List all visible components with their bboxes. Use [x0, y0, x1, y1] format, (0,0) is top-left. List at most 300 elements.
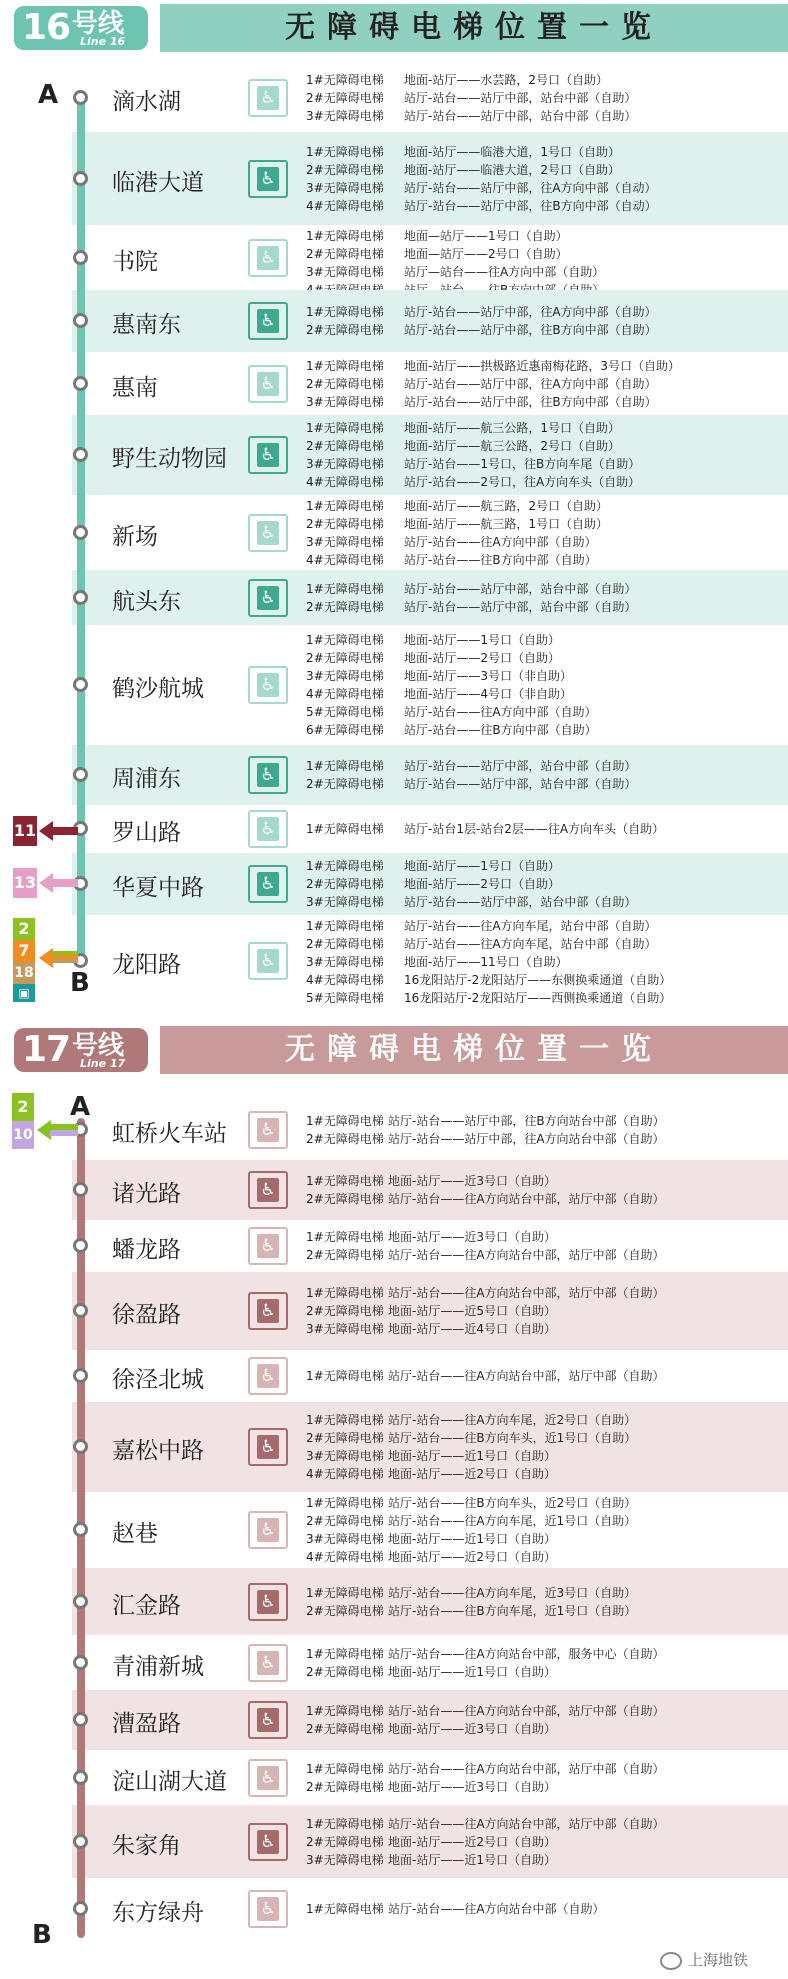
elevator-number: 5#无障碍电梯 — [306, 991, 384, 1005]
elevator-number: 1#无障碍电梯 — [306, 822, 384, 836]
elevator-number: 2#无障碍电梯 — [306, 1514, 384, 1528]
elevator-number: 2#无障碍电梯 — [306, 1304, 384, 1318]
station-name: 野生动物园 — [112, 446, 227, 472]
elevator-location: 站厅-站台——2号口，往A方向车头（自助） — [404, 475, 641, 489]
transfer-arrow-13 — [39, 873, 53, 893]
station-dot — [73, 1655, 88, 1670]
station-row — [72, 132, 788, 225]
accessible-elevator-icon — [248, 810, 288, 848]
elevator-location: 站厅-站台1层-站台2层——往A方向车头（自助） — [404, 822, 665, 836]
elevator-number: 1#无障碍电梯 — [306, 759, 384, 773]
line17-badge — [14, 1028, 148, 1072]
station-row — [72, 1272, 788, 1350]
accessible-elevator-icon — [248, 1111, 288, 1149]
elevator-number: 1#无障碍电梯 — [306, 1369, 384, 1383]
elevator-number: 2#无障碍电梯 — [306, 1779, 384, 1794]
station-row — [72, 1160, 788, 1220]
accessible-elevator-icon — [248, 160, 288, 198]
wechat-icon — [660, 1952, 682, 1970]
accessible-elevator-icon — [248, 1171, 288, 1209]
elevator-number: 2#无障碍电梯 — [306, 247, 384, 261]
station-row — [72, 1568, 788, 1635]
elevator-number: 2#无障碍电梯 — [306, 651, 384, 665]
accessible-elevator-icon — [248, 1292, 288, 1330]
wheelchair-icon: ♿ — [257, 817, 279, 841]
station-name: 临港大道 — [112, 169, 204, 196]
station-dot — [73, 1439, 88, 1454]
line16-end-b: B — [70, 968, 90, 998]
elevator-location: 地面-站厅——水芸路，2号口（自助） — [404, 73, 608, 87]
elevator-location: 16龙阳站厅-2龙阳站厅——东侧换乘通道（自助） — [404, 973, 672, 987]
wheelchair-icon: ♿ — [257, 309, 279, 333]
elevator-location: 站厅-站台——1号口，往B方向车尾（自助） — [404, 457, 641, 471]
accessible-elevator-icon — [248, 865, 288, 903]
accessible-elevator-icon — [248, 514, 288, 552]
elevator-number: 2#无障碍电梯 — [306, 439, 384, 453]
elevator-number: 2#无障碍电梯 — [306, 1248, 384, 1262]
station-name: 徐泾北城 — [112, 1367, 204, 1393]
line17-sub: Line 17 — [80, 1057, 126, 1070]
elevator-number: 4#无障碍电梯 — [306, 553, 384, 567]
line16-number: 16 — [22, 7, 71, 48]
accessible-elevator-icon — [248, 666, 288, 704]
station-row — [72, 225, 788, 290]
line17-end-b: B — [32, 1920, 52, 1950]
elevator-location: 站厅-站台——往A方向车尾，站台中部（自助） — [404, 937, 657, 951]
station-name: 东方绿舟 — [112, 1900, 204, 1926]
wheelchair-icon: ♿ — [257, 1178, 279, 1202]
wheelchair-icon: ♿ — [257, 1708, 279, 1732]
station-name: 华夏中路 — [112, 875, 204, 901]
elevator-number: 3#无障碍电梯 — [306, 1322, 384, 1336]
elevator-number: 1#无障碍电梯 — [306, 229, 384, 243]
wheelchair-icon: ♿ — [257, 443, 279, 467]
wheelchair-icon: ♿ — [257, 1897, 279, 1921]
elevator-location: 站厅-站台——站厅中部，站台中部（自助） — [404, 777, 637, 791]
accessible-elevator-icon — [248, 1701, 288, 1739]
elevator-location: 地面-站厅——近2号口（自助） — [388, 1467, 556, 1481]
station-name: 虹桥火车站 — [112, 1121, 227, 1147]
elevator-location: 地面-站厅——拱极路近惠南梅花路，3号口（自助） — [404, 358, 680, 373]
station-dot — [73, 1594, 88, 1609]
accessible-elevator-icon — [248, 436, 288, 474]
transfer-line-2: 2 — [13, 918, 35, 940]
elevator-location: 地面-站厅——临港大道，2号口（自助） — [404, 162, 620, 177]
accessible-elevator-icon — [248, 1357, 288, 1395]
station-dot — [73, 1712, 88, 1727]
elevator-location: 站厅-站台——往A方向站台中部，站厅中部（自助） — [388, 1286, 665, 1300]
accessible-elevator-icon — [248, 1823, 288, 1861]
elevator-location: 站厅-站台——往B方向车尾，近1号口（自助） — [388, 1603, 637, 1618]
elevator-location: 地面-站厅——近4号口（自助） — [388, 1322, 556, 1336]
footer-text: 上海地铁 — [687, 1951, 748, 1969]
elevator-number: 2#无障碍电梯 — [306, 877, 384, 891]
elevator-location: 地面-站厅——2号口（自助） — [404, 877, 560, 891]
elevator-number: 3#无障碍电梯 — [306, 669, 384, 683]
station-name: 鹤沙航城 — [112, 676, 204, 702]
elevator-location: 站厅-站台——站厅中部，站台中部（自助） — [404, 895, 637, 909]
station-name: 罗山路 — [112, 820, 181, 846]
wheelchair-icon: ♿ — [257, 763, 279, 787]
station-dot — [73, 590, 88, 605]
elevator-location: 地面-站厅——2号口（自助） — [404, 651, 560, 665]
transfer-arrow-10-shaft — [50, 1130, 78, 1136]
accessible-elevator-icon — [248, 942, 288, 980]
station-name: 漕盈路 — [112, 1711, 181, 1737]
elevator-number: 3#无障碍电梯 — [306, 1532, 384, 1546]
transfer-arrow-13-shaft — [52, 879, 78, 887]
elevator-location: 站厅-站台——往B方向车头，近1号口（自助） — [388, 1431, 637, 1445]
line16-hao: 号线 — [72, 9, 125, 39]
elevator-number: 4#无障碍电梯 — [306, 1467, 384, 1481]
elevator-location: 站厅-站台——往A方向站台中部，站厅中部（自助） — [388, 1816, 665, 1831]
elevator-location: 站厅-站台——往A方向站台中部，站厅中部（自助） — [388, 1369, 665, 1383]
elevator-location: 站厅-站台——站厅中部，往A方向中部（自助） — [404, 305, 657, 319]
elevator-location: 站厅-站台——往A方向中部（自助） — [404, 535, 597, 549]
station-name: 赵巷 — [112, 1521, 158, 1547]
accessible-elevator-icon — [248, 1511, 288, 1549]
elevator-location: 站厅-站台——往A方向车尾，近1号口（自助） — [388, 1514, 637, 1528]
transfer-arrow-2-7-18 — [39, 948, 53, 968]
transfer-line-2-l17: 2 — [12, 1093, 34, 1121]
station-dot — [73, 90, 88, 105]
elevator-number: 4#无障碍电梯 — [306, 198, 384, 213]
elevator-number: 3#无障碍电梯 — [306, 265, 384, 279]
line16-end-a: A — [38, 80, 59, 110]
wheelchair-icon: ♿ — [257, 949, 279, 973]
elevator-number: 2#无障碍电梯 — [306, 1603, 384, 1618]
elevator-location: 站厅-站台——站厅中部，往B方向站台中部（自助） — [388, 1114, 665, 1128]
station-dot — [73, 376, 88, 391]
elevator-number: 2#无障碍电梯 — [306, 1834, 384, 1849]
elevator-number: 2#无障碍电梯 — [306, 777, 384, 791]
elevator-number: 1#无障碍电梯 — [306, 859, 384, 873]
elevator-location: 站厅-站台——站厅中部，往A方向中部（自助） — [404, 376, 657, 391]
station-dot — [73, 313, 88, 328]
elevator-location: 站厅-站台——往A方向站台中部（自助） — [388, 1902, 605, 1916]
elevator-location: 地面-站厅——4号口（非自助） — [404, 687, 572, 701]
station-row — [72, 915, 788, 1007]
accessible-elevator-icon — [248, 756, 288, 794]
station-name: 青浦新城 — [112, 1653, 204, 1680]
station-row — [72, 625, 788, 745]
station-name: 周浦东 — [112, 766, 181, 792]
wheelchair-icon: ♿ — [257, 586, 279, 610]
transfer-line-11: 11 — [13, 816, 37, 846]
elevator-number: 1#无障碍电梯 — [306, 1585, 384, 1600]
elevator-location: 站厅-站台——往A方向站台中部，服务中心（自助） — [388, 1646, 665, 1661]
elevator-number: 2#无障碍电梯 — [306, 1192, 384, 1206]
elevator-location: 地面-站厅——11号口（自助） — [404, 955, 568, 969]
elevator-number: 1#无障碍电梯 — [306, 1230, 384, 1244]
elevator-location: 地面-站厅——近3号口（自助） — [388, 1230, 556, 1244]
transfer-line-18: 18 — [13, 962, 35, 984]
station-dot — [73, 1238, 88, 1253]
elevator-number: 1#无障碍电梯 — [306, 1761, 384, 1776]
elevator-number: 1#无障碍电梯 — [306, 581, 384, 596]
elevator-number: 3#无障碍电梯 — [306, 394, 384, 409]
station-dot — [73, 1834, 88, 1849]
wheelchair-icon: ♿ — [257, 1234, 279, 1258]
elevator-location: 地面-站厅——航三路，2号口（自助） — [404, 499, 608, 513]
elevator-number: 2#无障碍电梯 — [306, 599, 384, 614]
accessible-elevator-icon — [248, 79, 288, 117]
elevator-location: 站厅-站台——往A方向车尾，近3号口（自助） — [388, 1585, 637, 1600]
station-name: 徐盈路 — [112, 1302, 181, 1328]
elevator-location: 站厅-站台——往B方向车头，近2号口（自助） — [388, 1496, 637, 1510]
elevator-number: 3#无障碍电梯 — [306, 109, 384, 123]
elevator-location: 站厅-站台——往A方向站台中部，站厅中部（自助） — [388, 1761, 665, 1776]
elevator-number: 1#无障碍电梯 — [306, 305, 384, 319]
elevator-location: 16龙阳站厅-2龙阳站厅——西侧换乘通道（自助） — [404, 991, 672, 1005]
wheelchair-icon: ♿ — [257, 1830, 279, 1854]
elevator-location: 站厅-站台——站厅中部，站台中部（自助） — [404, 91, 637, 105]
elevator-number: 3#无障碍电梯 — [306, 180, 384, 195]
elevator-number: 4#无障碍电梯 — [306, 973, 384, 987]
station-dot — [73, 525, 88, 540]
elevator-location: 地面-站厅——近1号口（自助） — [388, 1449, 556, 1463]
elevator-number: 1#无障碍电梯 — [306, 1816, 384, 1831]
elevator-location: 站厅—站台——往A方向中部（自助） — [404, 265, 605, 279]
elevator-number: 1#无障碍电梯 — [306, 1114, 384, 1128]
elevator-number: 1#无障碍电梯 — [306, 1646, 384, 1661]
station-row — [72, 352, 788, 415]
accessible-elevator-icon — [248, 1644, 288, 1682]
elevator-location: 地面-站厅——临港大道，1号口（自助） — [404, 144, 620, 159]
wheelchair-icon: ♿ — [257, 1118, 279, 1142]
station-name: 惠南东 — [112, 312, 181, 338]
transfer-arrow-11-shaft — [52, 827, 78, 835]
elevator-location: 地面—站厅——1号口（自助） — [404, 229, 568, 243]
elevator-number: 5#无障碍电梯 — [306, 705, 384, 719]
elevator-location: 站厅-站台——站厅中部，站台中部（自助） — [404, 109, 637, 123]
line17-hao: 号线 — [72, 1031, 125, 1061]
elevator-number: 1#无障碍电梯 — [306, 1496, 384, 1510]
elevator-location: 站厅-站台——往A方向站台中部，站厅中部（自助） — [388, 1248, 665, 1262]
elevator-number: 1#无障碍电梯 — [306, 919, 384, 933]
elevator-number: 2#无障碍电梯 — [306, 1722, 384, 1736]
elevator-number: 1#无障碍电梯 — [306, 73, 384, 87]
elevator-location: 地面-站厅——近1号口（自助） — [388, 1664, 556, 1679]
wheelchair-icon: ♿ — [257, 372, 279, 396]
elevator-number: 2#无障碍电梯 — [306, 1664, 384, 1679]
elevator-number: 1#无障碍电梯 — [306, 358, 384, 373]
station-name: 惠南 — [112, 374, 158, 401]
elevator-number: 3#无障碍电梯 — [306, 1449, 384, 1463]
elevator-location: 地面—站厅——2号口（自助） — [404, 247, 568, 261]
elevator-number: 2#无障碍电梯 — [306, 323, 384, 337]
station-name: 书院 — [112, 248, 158, 275]
line16-title: 无障碍电梯位置一览 — [160, 4, 788, 52]
elevator-number: 4#无障碍电梯 — [306, 475, 384, 489]
accessible-elevator-icon — [248, 579, 288, 617]
elevator-number: 6#无障碍电梯 — [306, 723, 384, 737]
station-dot — [73, 447, 88, 462]
wheelchair-icon: ♿ — [257, 1435, 279, 1459]
station-dot — [73, 1182, 88, 1197]
line16-sub: Line 16 — [80, 35, 126, 48]
elevator-location: 地面-站厅——航三公路，1号口（自助） — [404, 421, 620, 435]
station-dot — [73, 1368, 88, 1383]
accessible-elevator-icon — [248, 1890, 288, 1928]
station-dot — [73, 171, 88, 186]
elevator-location: 站厅-站台——站厅中部，往A方向站台中部（自助） — [388, 1132, 665, 1146]
station-row — [72, 1402, 788, 1492]
accessible-elevator-icon — [248, 302, 288, 340]
elevator-location: 站厅-站台——站厅中部，站台中部（自助） — [404, 599, 637, 614]
elevator-location: 站厅-站台——站厅中部，往B方向中部（自助） — [404, 394, 657, 409]
station-row — [72, 1690, 788, 1750]
elevator-number: 1#无障碍电梯 — [306, 144, 384, 159]
accessible-elevator-icon — [248, 1227, 288, 1265]
elevator-location: 地面-站厅——近3号口（自助） — [388, 1174, 556, 1188]
elevator-number: 2#无障碍电梯 — [306, 1431, 384, 1445]
station-row — [72, 290, 788, 352]
wheelchair-icon: ♿ — [257, 1364, 279, 1388]
elevator-number: 2#无障碍电梯 — [306, 91, 384, 105]
transfer-arrow-2-10 — [37, 1120, 51, 1140]
elevator-number: 3#无障碍电梯 — [306, 535, 384, 549]
elevator-location: 地面-站厅——近5号口（自助） — [388, 1304, 556, 1318]
station-dot — [73, 1901, 88, 1916]
elevator-number: 2#无障碍电梯 — [306, 517, 384, 531]
elevator-location: 站厅-站台——站厅中部，站台中部（自助） — [404, 581, 637, 596]
wheelchair-icon: ♿ — [257, 1299, 279, 1323]
elevator-location: 地面-站厅——航三路，1号口（自助） — [404, 517, 608, 531]
accessible-elevator-icon — [248, 1583, 288, 1621]
transfer-line-7: 7 — [13, 940, 35, 962]
station-name: 龙阳路 — [112, 952, 181, 978]
station-row — [72, 1750, 788, 1805]
elevator-number: 2#无障碍电梯 — [306, 376, 384, 391]
elevator-location: 地面-站厅——近2号口（自助） — [388, 1550, 556, 1564]
elevator-number: 3#无障碍电梯 — [306, 955, 384, 969]
station-row — [72, 1492, 788, 1568]
elevator-location: 地面-站厅——近1号口（自助） — [388, 1852, 556, 1867]
accessible-elevator-icon — [248, 1759, 288, 1797]
elevator-location: 地面-站厅——1号口（自助） — [404, 859, 560, 873]
elevator-location: 站厅-站台——往A方向站台中部，站厅中部（自助） — [388, 1192, 665, 1206]
station-row — [72, 1100, 788, 1160]
station-name: 朱家角 — [112, 1832, 181, 1859]
wheelchair-icon: ♿ — [257, 1651, 279, 1675]
footer-brand — [660, 1949, 748, 1970]
elevator-location: 站厅-站台——往A方向车尾，近2号口（自助） — [388, 1413, 637, 1427]
station-row — [72, 805, 788, 853]
accessible-elevator-icon — [248, 239, 288, 277]
elevator-number: 3#无障碍电梯 — [306, 1852, 384, 1867]
elevator-number: 3#无障碍电梯 — [306, 895, 384, 909]
line17-title: 无障碍电梯位置一览 — [160, 1026, 788, 1074]
wheelchair-icon: ♿ — [257, 167, 279, 191]
elevator-location: 地面-站厅——航三公路，2号口（自助） — [404, 439, 620, 453]
line17-number: 17 — [22, 1029, 71, 1070]
transfer-arrow-shaft-c — [52, 959, 78, 963]
wheelchair-icon: ♿ — [257, 872, 279, 896]
line16-badge — [14, 6, 148, 50]
station-name: 航头东 — [112, 588, 181, 615]
elevator-location: 站厅-站台——往A方向车尾，站台中部（自助） — [404, 919, 657, 933]
elevator-number: 1#无障碍电梯 — [306, 1286, 384, 1300]
wheelchair-icon: ♿ — [257, 1590, 279, 1614]
elevator-location: 地面-站厅——3号口（非自助） — [404, 669, 572, 683]
station-name: 新场 — [112, 523, 158, 550]
elevator-number: 4#无障碍电梯 — [306, 1550, 384, 1564]
transfer-arrow-11 — [39, 821, 53, 841]
wheelchair-icon: ♿ — [257, 246, 279, 270]
station-name: 嘉松中路 — [112, 1438, 204, 1464]
elevator-location: 站厅-站台——往A方向中部（自助） — [404, 705, 597, 719]
station-row — [72, 1805, 788, 1878]
station-row — [72, 415, 788, 495]
elevator-number: 1#无障碍电梯 — [306, 1902, 384, 1916]
wheelchair-icon: ♿ — [257, 86, 279, 110]
station-dot — [73, 677, 88, 692]
station-dot — [73, 1770, 88, 1785]
elevator-number: 1#无障碍电梯 — [306, 499, 384, 513]
elevator-number: 1#无障碍电梯 — [306, 1413, 384, 1427]
transfer-line-13: 13 — [13, 868, 37, 898]
station-row — [72, 495, 788, 570]
station-name: 淀山湖大道 — [112, 1768, 227, 1795]
station-row — [72, 570, 788, 625]
wheelchair-icon: ♿ — [257, 673, 279, 697]
elevator-number: 2#无障碍电梯 — [306, 1132, 384, 1146]
station-dot — [73, 1522, 88, 1537]
maglev-icon: ▣ — [13, 984, 35, 1002]
accessible-elevator-icon — [248, 365, 288, 403]
elevator-location: 站厅-站台——往B方向中部（自助） — [404, 553, 597, 567]
station-row — [72, 1635, 788, 1690]
elevator-number: 2#无障碍电梯 — [306, 162, 384, 177]
elevator-number: 1#无障碍电梯 — [306, 421, 384, 435]
wheelchair-icon: ♿ — [257, 1518, 279, 1542]
elevator-number: 1#无障碍电梯 — [306, 1704, 384, 1718]
elevator-location: 站厅-站台——站厅中部，往B方向中部（自动） — [404, 198, 657, 213]
elevator-number: 4#无障碍电梯 — [306, 687, 384, 701]
station-row — [72, 1878, 788, 1940]
station-dot — [73, 767, 88, 782]
elevator-number: 2#无障碍电梯 — [306, 937, 384, 951]
accessible-elevator-icon — [248, 1428, 288, 1466]
station-row — [72, 64, 788, 132]
elevator-location: 地面-站厅——近3号口（自助） — [388, 1722, 556, 1736]
station-row — [72, 853, 788, 915]
elevator-location: 站厅-站台——站厅中部，往A方向中部（自动） — [404, 180, 657, 195]
elevator-location: 地面-站厅——近1号口（自助） — [388, 1532, 556, 1546]
station-name: 汇金路 — [112, 1592, 181, 1619]
elevator-location: 站厅-站台——站厅中部，站台中部（自助） — [404, 759, 637, 773]
station-name: 诸光路 — [112, 1181, 181, 1207]
elevator-location: 地面-站厅——近3号口（自助） — [388, 1779, 556, 1794]
elevator-location: 站厅-站台——往B方向中部（自助） — [404, 723, 597, 737]
line17-end-a: A — [70, 1092, 91, 1122]
station-row — [72, 745, 788, 805]
elevator-location: 站厅-站台——往A方向站台中部，站厅中部（自助） — [388, 1704, 665, 1718]
station-name: 滴水湖 — [112, 89, 181, 115]
station-dot — [73, 250, 88, 265]
wheelchair-icon: ♿ — [257, 521, 279, 545]
elevator-location: 地面-站厅——近2号口（自助） — [388, 1834, 556, 1849]
elevator-location: 站厅-站台——站厅中部，往B方向中部（自助） — [404, 323, 657, 337]
station-dot — [73, 1303, 88, 1318]
transfer-line-10: 10 — [12, 1121, 34, 1149]
elevator-number: 1#无障碍电梯 — [306, 1174, 384, 1188]
station-name: 蟠龙路 — [112, 1237, 181, 1263]
station-row — [72, 1220, 788, 1272]
station-row — [72, 1350, 788, 1402]
elevator-number: 3#无障碍电梯 — [306, 457, 384, 471]
